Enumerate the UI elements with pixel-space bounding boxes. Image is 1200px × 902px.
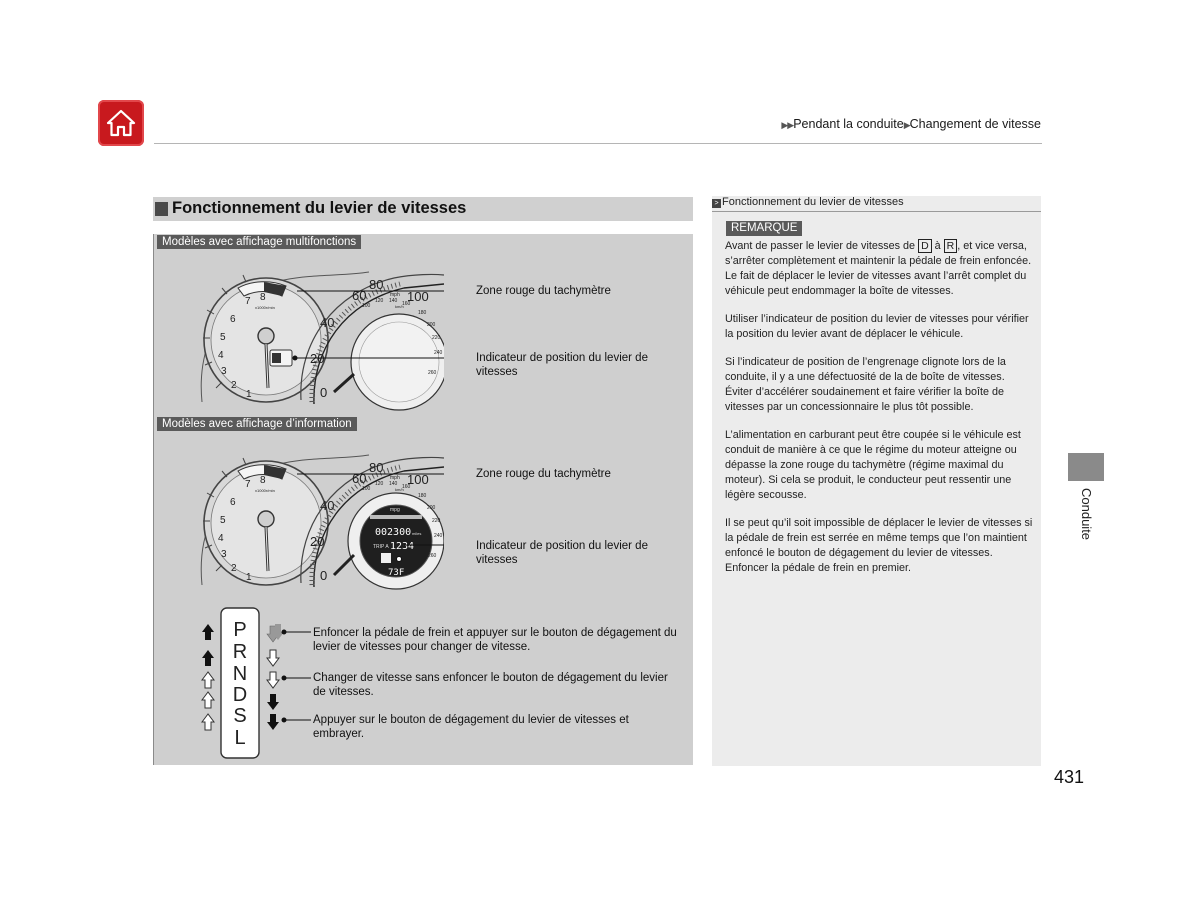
breadcrumb-current: Changement de vitesse <box>909 117 1041 131</box>
speed-number-20: 20 <box>310 351 325 366</box>
tach-number-2: 2 <box>231 563 237 574</box>
instrument-cluster-information <box>194 435 444 595</box>
kmh-number-260: 260 <box>428 370 437 376</box>
home-icon <box>105 107 137 139</box>
side-paragraph-4: L’alimentation en carburant peut être coupée si le véhicule est conduit de manière à ce que le régime du moteur atteigne ou dépasse la zone rouge du tachymètre (régime maximal du moteur). Si cela se produit, le conducteur peut ressentir une légère secousse. <box>725 429 1021 501</box>
tach-number-8: 8 <box>260 292 266 303</box>
kmh-number-180: 180 <box>418 310 427 316</box>
shift-position-n: N <box>232 663 248 685</box>
tach-number-1: 1 <box>246 572 252 583</box>
arrow-up-outline-icon <box>202 692 214 708</box>
remarque-badge: REMARQUE <box>726 221 802 236</box>
tach-number-2: 2 <box>231 380 237 391</box>
display-trip: 1234 <box>390 541 415 552</box>
tach-number-3: 3 <box>221 549 227 560</box>
shift-position-d: D <box>232 684 248 706</box>
side-paragraph-5: Il se peut qu’il soit impossible de déplacer le levier de vitesses si la pédale de frein est serrée en même temps que l’on maintient enfoncé le bouton de dégagement du levier de vitesses. Enfoncer la pédale de frein en premier. <box>725 517 1033 574</box>
kmh-unit: km/h <box>395 304 404 309</box>
illustration-panel <box>153 234 693 765</box>
header-divider <box>154 143 1042 144</box>
shift-position-r: R <box>232 641 248 663</box>
display-mpg-label: mpg <box>390 507 400 513</box>
speed-number-100: 100 <box>407 289 429 304</box>
tach-unit: x1000r/min <box>255 488 275 493</box>
legend-text-2: Changer de vitesse sans enfoncer le bouton de dégagement du levier de vitesses. <box>313 672 668 698</box>
section-title: Fonctionnement du levier de vitesses <box>172 199 467 217</box>
side-note-heading <box>712 196 1041 212</box>
reference-arrow-icon: > <box>712 199 721 208</box>
arrow-up-outline-icon <box>202 672 214 688</box>
kmh-number-220: 220 <box>432 335 441 341</box>
speed-number-40: 40 <box>320 498 335 513</box>
speed-number-40: 40 <box>320 315 335 330</box>
speed-number-20: 20 <box>310 534 325 549</box>
callout-redzone-2: Zone rouge du tachymètre <box>476 468 611 480</box>
tach-number-8: 8 <box>260 475 266 486</box>
side-note-body <box>725 239 1035 589</box>
section-bullet-icon <box>155 202 168 216</box>
legend-pointer-lines <box>275 624 315 734</box>
kmh-number-220: 220 <box>432 518 441 524</box>
chapter-tab-label: Conduite <box>1079 488 1094 541</box>
key-d-icon: D <box>918 239 932 253</box>
page-number: 431 <box>1054 767 1085 787</box>
speed-number-60: 60 <box>352 288 367 303</box>
callout-indicator-2: Indicateur de position du levier de vitesses <box>476 540 648 566</box>
callout-indicator-1: Indicateur de position du levier de vitesses <box>476 352 648 378</box>
breadcrumb-link-conduite[interactable]: Pendant la conduite <box>793 117 904 131</box>
kmh-number-120: 120 <box>375 481 384 487</box>
display-odometer: 002300 <box>375 527 412 538</box>
kmh-number-240: 240 <box>434 533 443 539</box>
kmh-number-140: 140 <box>389 481 398 487</box>
side-paragraph-3: Si l’indicateur de position de l’engrenage clignote lors de la conduite, il y a une défectuosité de la de boîte de vitesses. Éviter d’accélérer soudainement et faire vérifier la boîte de vitesses par un concessionnaire le plus tôt possible. <box>725 356 1006 413</box>
tach-number-6: 6 <box>230 497 236 508</box>
side-paragraph-2: Utiliser l’indicateur de position du levier de vitesses pour vérifier la position du levier avant de déplacer le véhicule. <box>725 313 1029 340</box>
model-label-multifonctions: Modèles avec affichage multifonctions <box>157 235 361 249</box>
tach-number-4: 4 <box>218 350 224 361</box>
chapter-tab-marker[interactable] <box>1068 453 1104 481</box>
kmh-number-160: 160 <box>402 484 411 490</box>
callout-redzone-1: Zone rouge du tachymètre <box>476 285 611 297</box>
key-r-icon: R <box>944 239 958 253</box>
legend-text-3: Appuyer sur le bouton de dégagement du levier de vitesses et embrayer. <box>313 714 629 740</box>
shift-position-p: P <box>233 619 247 641</box>
tach-number-7: 7 <box>245 296 251 307</box>
kmh-unit: km/h <box>395 487 404 492</box>
kmh-number-100: 100 <box>362 303 371 309</box>
instrument-cluster-multifonctions <box>194 252 444 412</box>
kmh-number-120: 120 <box>375 298 384 304</box>
display-odo-unit: miles <box>412 531 422 536</box>
chapter-tab[interactable] <box>1062 488 1110 558</box>
tach-number-7: 7 <box>245 479 251 490</box>
model-label-information: Modèles avec affichage d’information <box>157 417 357 431</box>
legend-text-1: Enfoncer la pédale de frein et appuyer sur le bouton de dégagement du levier de vitesses pour changer de vitesse. <box>313 627 677 653</box>
tach-number-5: 5 <box>220 515 226 526</box>
tach-number-4: 4 <box>218 533 224 544</box>
kmh-number-140: 140 <box>389 298 398 304</box>
display-temp: 73F <box>388 568 405 578</box>
speed-number-0: 0 <box>320 568 328 583</box>
arrow-up-solid-icon <box>202 624 214 640</box>
display-trip-label: TRIP A <box>373 544 389 550</box>
tach-number-5: 5 <box>220 332 226 343</box>
arrow-up-solid-icon <box>202 650 214 666</box>
tach-unit: x1000r/min <box>255 305 275 310</box>
tach-number-1: 1 <box>246 389 252 400</box>
kmh-number-260: 260 <box>428 553 437 559</box>
shift-position-l: L <box>234 727 246 749</box>
speed-unit: mph <box>390 292 400 298</box>
tach-number-3: 3 <box>221 366 227 377</box>
kmh-number-200: 200 <box>427 505 436 511</box>
speed-unit: mph <box>390 475 400 481</box>
shift-position-s: S <box>233 705 247 727</box>
breadcrumb-arrow-icon: ▶▶ <box>781 120 794 130</box>
side-paragraph-1: Avant de passer le levier de vitesses de D à R , et vice versa, s’arrêter complètement et maintenir la pédale de frein enfoncée. Le fait de déplacer le levier de vitesses avant l’arrêt complet du véhicule peut endommager la boîte de vitesses. <box>725 240 1032 297</box>
kmh-number-240: 240 <box>434 350 443 356</box>
section-heading <box>153 197 693 221</box>
kmh-number-200: 200 <box>427 322 436 328</box>
home-button[interactable] <box>98 100 144 146</box>
speed-number-100: 100 <box>407 472 429 487</box>
speed-number-80: 80 <box>369 460 384 475</box>
speed-number-0: 0 <box>320 385 328 400</box>
breadcrumb <box>781 117 1041 131</box>
speed-number-80: 80 <box>369 277 384 292</box>
tach-number-6: 6 <box>230 314 236 325</box>
side-note-panel <box>712 196 1041 766</box>
breadcrumb-arrow-icon: ▶ <box>903 120 910 130</box>
kmh-number-100: 100 <box>362 486 371 492</box>
side-note-title: Fonctionnement du levier de vitesses <box>722 196 904 208</box>
kmh-number-160: 160 <box>402 301 411 307</box>
kmh-number-180: 180 <box>418 493 427 499</box>
speed-number-60: 60 <box>352 471 367 486</box>
arrow-up-outline-icon <box>202 714 214 730</box>
